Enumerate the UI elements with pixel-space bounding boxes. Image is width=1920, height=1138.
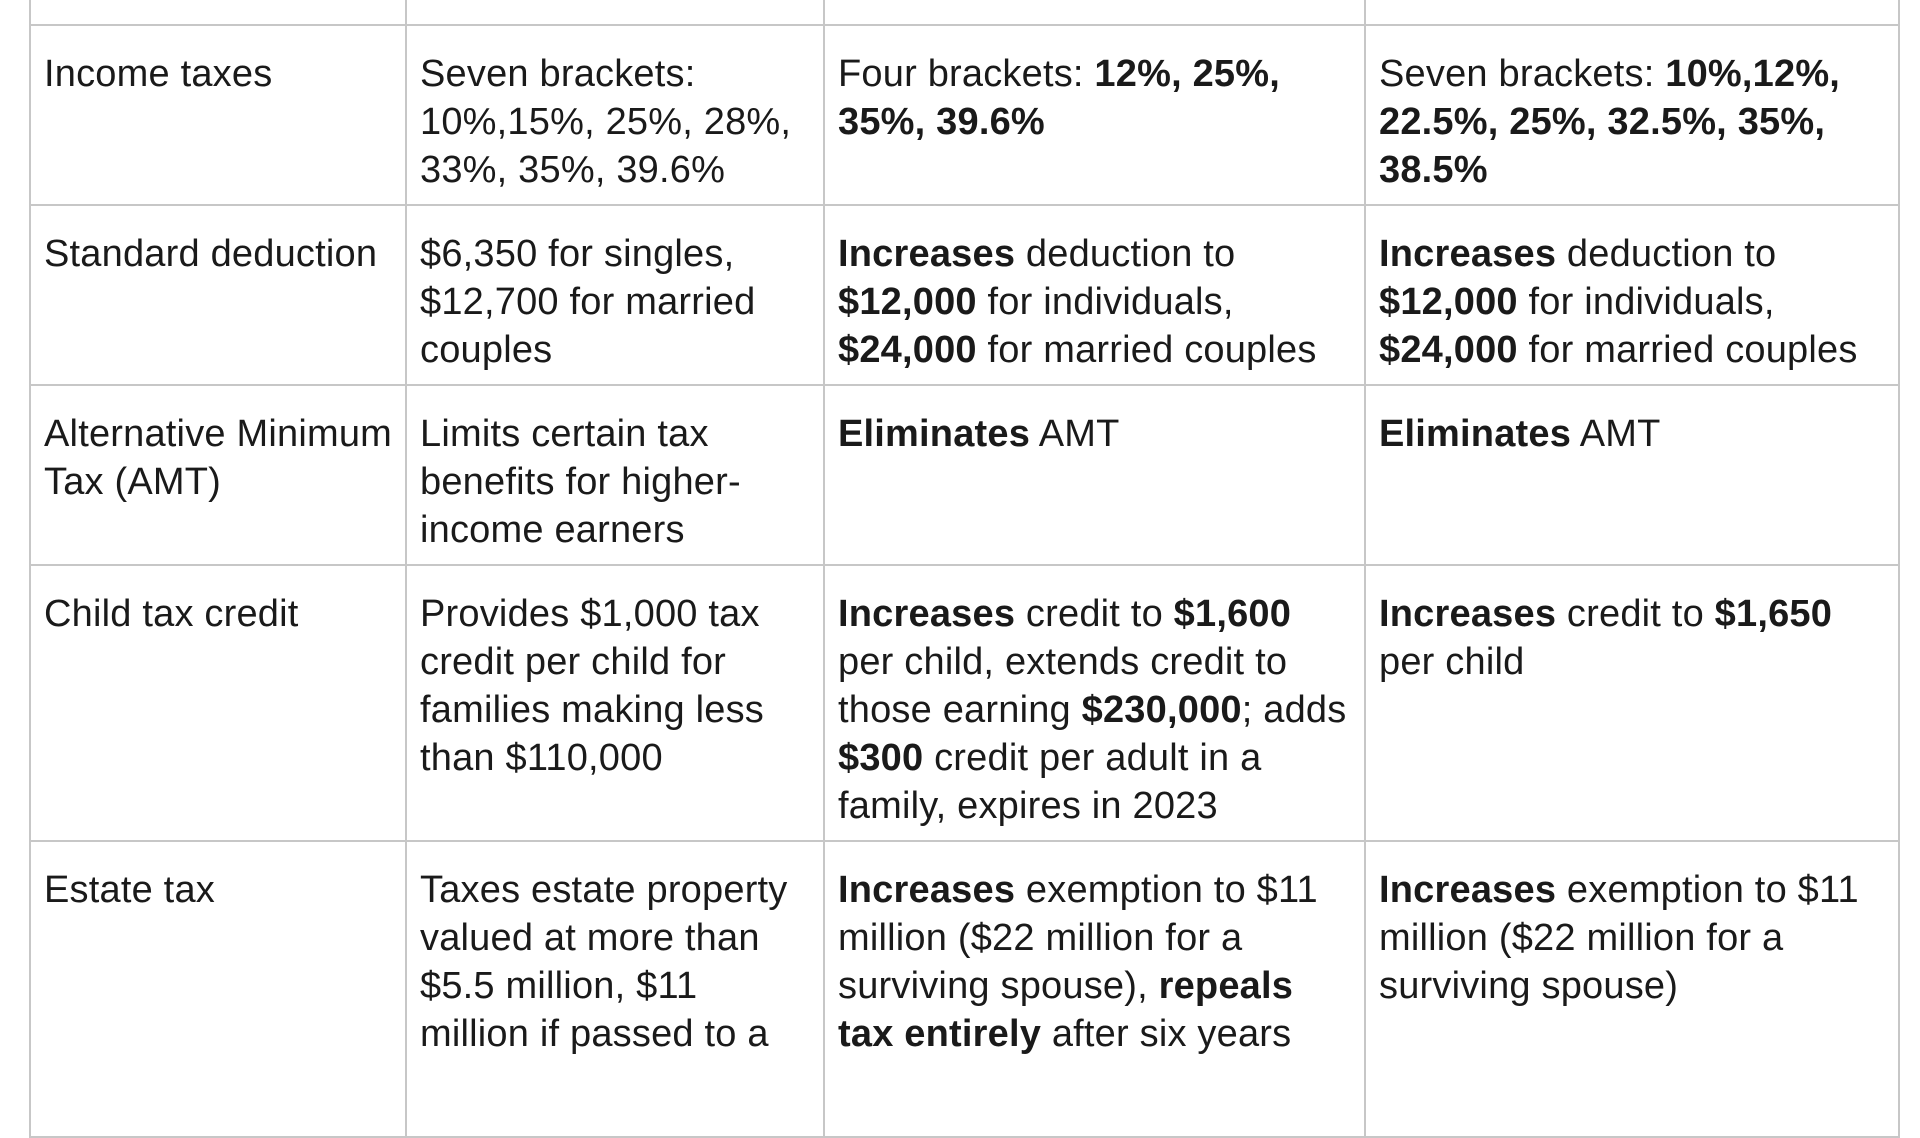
bold-text-segment: 10%,12%, 22.5%, 25%, 32.5%, 35%, 38.5% xyxy=(1379,53,1851,191)
senate-plan-cell xyxy=(1365,565,1899,841)
text-segment: AMT xyxy=(1571,413,1661,455)
table-row-child-tax-credit xyxy=(30,565,1899,841)
bold-text-segment: 12%, 25%, 35%, 39.6% xyxy=(838,53,1291,143)
house-plan-cell xyxy=(824,385,1365,565)
top-cell-house xyxy=(824,0,1365,25)
text-segment: AMT xyxy=(1030,413,1120,455)
text-segment: exemption to $11 million ($22 million for a surviving spouse) xyxy=(1379,869,1870,1007)
row-label: Standard deduction xyxy=(30,205,406,385)
current-law-cell xyxy=(406,205,824,385)
text-segment: $6,350 for singles, $12,700 for married couples xyxy=(420,233,767,371)
text-segment: after six years xyxy=(1041,1013,1292,1055)
bold-text-segment: Eliminates xyxy=(1379,413,1572,455)
top-cell-label xyxy=(30,0,406,25)
text-segment: for individuals, xyxy=(976,281,1245,323)
text-segment: exemption to $11 million ($22 million for a surviving spouse), xyxy=(838,869,1329,1007)
text-segment: Provides $1,000 tax credit per child for families making less than $110,000 xyxy=(420,593,775,779)
row-label: Income taxes xyxy=(30,25,406,205)
text-segment: credit to xyxy=(1015,593,1174,635)
table-row-top-partial xyxy=(30,0,1899,25)
tax-comparison-table xyxy=(29,0,1900,1138)
bold-text-segment: $1,600 xyxy=(1173,593,1292,635)
bold-text-segment: Eliminates xyxy=(838,413,1031,455)
bold-text-segment: Increases xyxy=(1379,233,1557,275)
bold-text-segment: Increases xyxy=(1379,593,1557,635)
table-row-income-taxes xyxy=(30,25,1899,205)
current-law-cell xyxy=(406,385,824,565)
current-law-cell xyxy=(406,565,824,841)
row-label: Child tax credit xyxy=(30,565,406,841)
bold-text-segment: $12,000 xyxy=(838,281,977,323)
top-cell-senate xyxy=(1365,0,1899,25)
house-plan-cell xyxy=(824,25,1365,205)
bold-text-segment: $230,000 xyxy=(1081,689,1242,731)
text-segment: deduction to xyxy=(1556,233,1788,275)
bold-text-segment: $300 xyxy=(838,737,924,779)
bold-text-segment: repeals tax entirely xyxy=(838,965,1304,1055)
senate-plan-cell xyxy=(1365,841,1899,1137)
senate-plan-cell xyxy=(1365,25,1899,205)
bold-text-segment: $24,000 xyxy=(1379,329,1518,371)
text-segment: per child xyxy=(1379,593,1843,683)
table-row-standard-deduction xyxy=(30,205,1899,385)
text-segment: Seven brackets: xyxy=(1379,53,1666,95)
top-cell-current xyxy=(406,0,824,25)
bold-text-segment: $1,650 xyxy=(1714,593,1833,635)
text-segment: credit per adult in a family, expires in 2023 xyxy=(838,737,1273,827)
text-segment: for individuals, xyxy=(1517,281,1786,323)
text-segment: Seven brackets: 10%,15%, 25%, 28%, 33%, 35%, 39.6% xyxy=(420,53,802,191)
house-plan-cell xyxy=(824,565,1365,841)
bold-text-segment: Increases xyxy=(1379,869,1557,911)
row-label: Alternative Minimum Tax (AMT) xyxy=(30,385,406,565)
senate-plan-cell xyxy=(1365,205,1899,385)
text-segment: per child, extends credit to those earning xyxy=(838,593,1302,731)
table-row-amt xyxy=(30,385,1899,565)
text-segment: Taxes estate property valued at more than $5.5 million, $11 million if passed to a xyxy=(420,869,799,1055)
text-segment: Limits certain tax benefits for higher-income earners xyxy=(420,413,741,551)
bold-text-segment: $24,000 xyxy=(838,329,977,371)
house-plan-cell xyxy=(824,841,1365,1137)
bold-text-segment: $12,000 xyxy=(1379,281,1518,323)
text-segment: Four brackets: xyxy=(838,53,1095,95)
text-segment: for married couples xyxy=(976,329,1317,371)
senate-plan-cell xyxy=(1365,385,1899,565)
text-segment: credit to xyxy=(1556,593,1715,635)
house-plan-cell xyxy=(824,205,1365,385)
bold-text-segment: Increases xyxy=(838,869,1016,911)
table-row-estate-tax xyxy=(30,841,1899,1137)
bold-text-segment: Increases xyxy=(838,593,1016,635)
text-segment: ; adds xyxy=(1241,689,1358,731)
current-law-cell xyxy=(406,25,824,205)
text-segment: for married couples xyxy=(1517,329,1858,371)
current-law-cell xyxy=(406,841,824,1137)
bold-text-segment: Increases xyxy=(838,233,1016,275)
text-segment: deduction to xyxy=(1015,233,1247,275)
row-label: Estate tax xyxy=(30,841,406,1137)
